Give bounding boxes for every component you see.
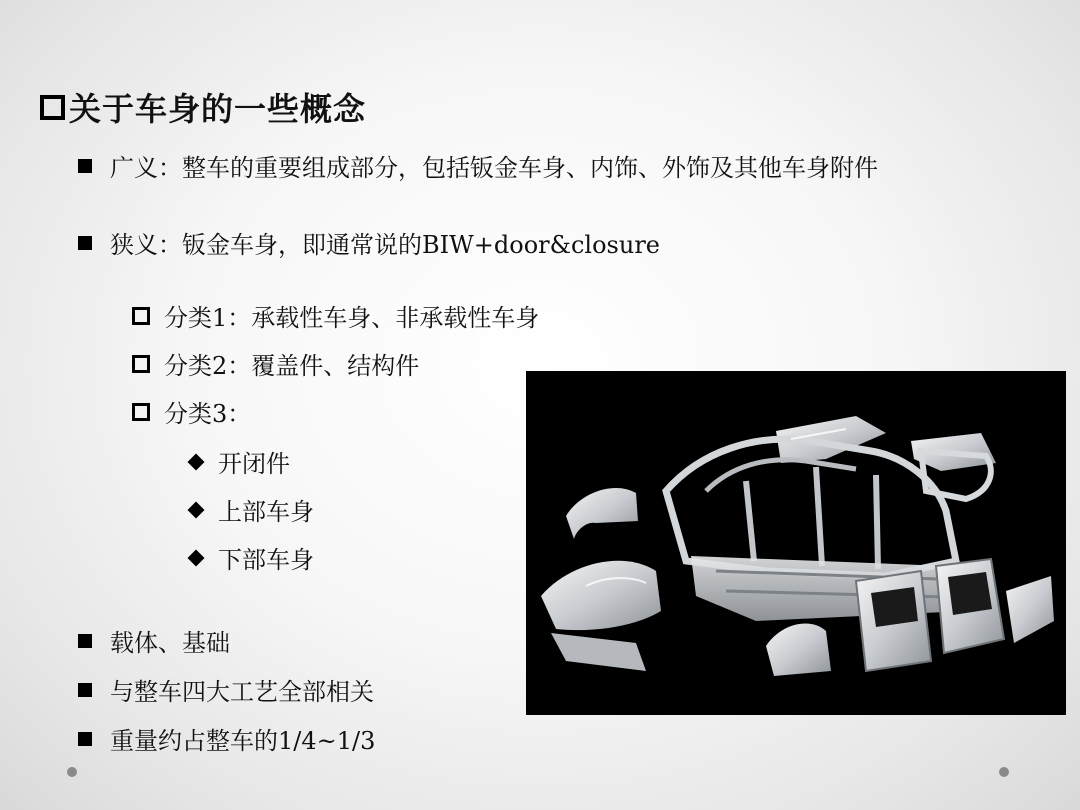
bullet-text: 广义：整车的重要组成部分，包括钣金车身、内饰、外饰及其他车身附件	[110, 154, 878, 182]
sub-sub-bullet-text: 下部车身	[218, 546, 314, 574]
front-fender-shape	[566, 488, 638, 539]
sub-bullet-text: 分类3：	[164, 400, 252, 428]
diamond-bullet-icon	[188, 549, 205, 566]
sub-sub-bullet-item	[186, 444, 290, 479]
nav-dot-right	[999, 767, 1009, 777]
bullet-item	[78, 623, 230, 658]
filled-square-bullet-icon	[78, 732, 92, 746]
hollow-square-bullet-icon	[40, 95, 65, 120]
hollow-square-bullet-icon	[132, 355, 150, 373]
slide-title	[40, 84, 366, 130]
sub-sub-bullet-text: 开闭件	[218, 450, 290, 478]
bullet-text: 与整车四大工艺全部相关	[110, 678, 374, 706]
sub-bullet-item	[132, 346, 419, 381]
sub-bullet-item	[132, 298, 539, 333]
bullet-item	[78, 672, 374, 707]
bullet-text: 狭义：钣金车身，即通常说的BIW+door&closure	[110, 231, 661, 259]
filled-square-bullet-icon	[78, 634, 92, 648]
sub-bullet-text: 分类1：承载性车身、非承载性车身	[164, 304, 540, 332]
sub-sub-bullet-item	[186, 492, 314, 527]
car-body-exploded-image	[526, 371, 1066, 715]
filled-square-bullet-icon	[78, 236, 92, 250]
filled-square-bullet-icon	[78, 683, 92, 697]
lower-fender-shape	[766, 624, 831, 676]
bullet-item	[78, 225, 660, 260]
hollow-square-bullet-icon	[132, 403, 150, 421]
bullet-text: 重量约占整车的1/4~1/3	[110, 727, 376, 755]
sub-bullet-text: 分类2：覆盖件、结构件	[164, 352, 420, 380]
front-bumper-beam-shape	[551, 633, 646, 671]
slide-title-text: 关于车身的一些概念	[69, 90, 367, 128]
bullet-text: 载体、基础	[110, 629, 230, 657]
hollow-square-bullet-icon	[132, 307, 150, 325]
sub-bullet-item	[132, 394, 251, 429]
diamond-bullet-icon	[188, 453, 205, 470]
sub-sub-bullet-text: 上部车身	[218, 498, 314, 526]
bullet-item	[78, 721, 375, 756]
filled-square-bullet-icon	[78, 159, 92, 173]
quarter-panel-shape	[1006, 576, 1054, 643]
sub-sub-bullet-item	[186, 540, 314, 575]
hood-shape	[541, 561, 661, 630]
bullet-item	[78, 148, 878, 183]
car-body-illustration	[526, 371, 1066, 715]
diamond-bullet-icon	[188, 501, 205, 518]
nav-dot-left	[67, 767, 77, 777]
